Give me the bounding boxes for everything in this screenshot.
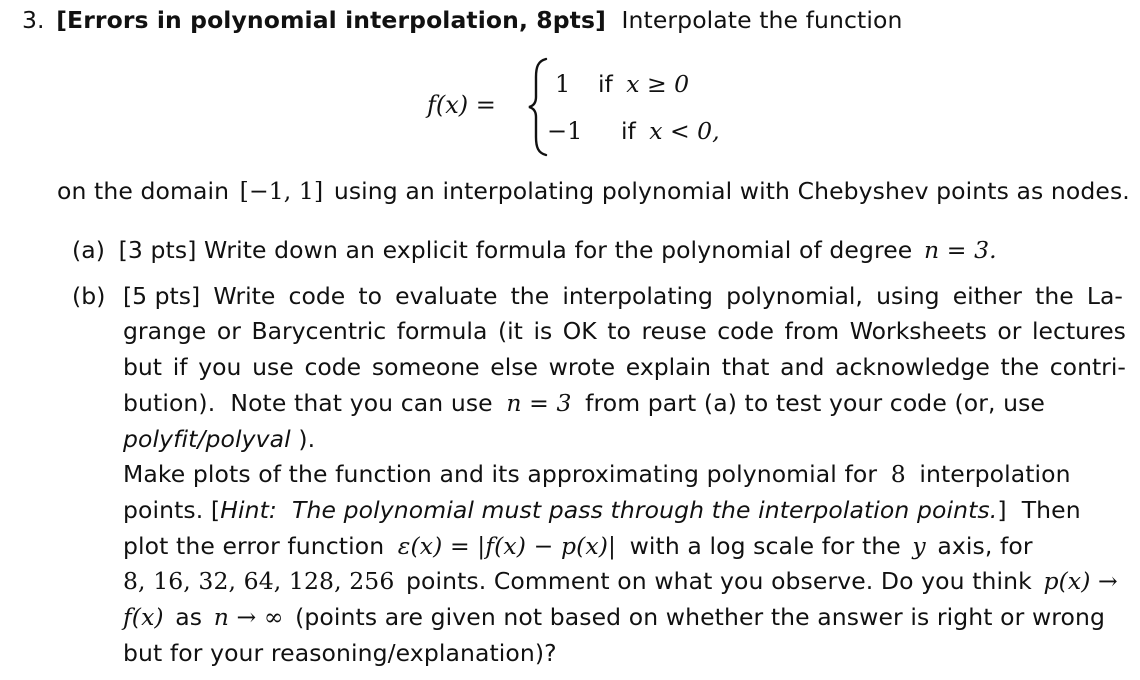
word: Write bbox=[213, 282, 276, 310]
line7-hint: Hint: The polynomial must pass through the interpolation points. bbox=[220, 496, 998, 524]
case2-cond-math: x < 0, bbox=[649, 117, 720, 145]
word: evaluate bbox=[395, 282, 498, 310]
word: from bbox=[784, 317, 840, 345]
word: formula bbox=[396, 317, 488, 345]
word: (it bbox=[497, 317, 523, 345]
part-b-line-9 bbox=[123, 566, 1118, 596]
line10-math: f(x) bbox=[123, 603, 164, 631]
word: else bbox=[490, 353, 538, 381]
case2-if: if bbox=[621, 117, 636, 145]
part-b-line-2 bbox=[123, 316, 1126, 346]
line4-post: from part (a) to test your code (or, use bbox=[585, 389, 1045, 417]
line10-post: (points are given not based on whether the answer is right or wrong bbox=[295, 603, 1106, 631]
word: the bbox=[1035, 282, 1074, 310]
part-b-label: (b) bbox=[72, 282, 106, 310]
part-a-points: [3 pts] bbox=[118, 236, 197, 264]
problem-intro: Interpolate the function bbox=[621, 6, 903, 34]
part-b-line-3 bbox=[123, 352, 1126, 382]
part-b-line-10 bbox=[123, 602, 1105, 632]
part-a-label: (a) bbox=[72, 236, 106, 264]
word: if bbox=[172, 353, 188, 381]
word: to bbox=[358, 282, 382, 310]
domain-pre: on the domain bbox=[57, 177, 230, 205]
word: interpolating bbox=[562, 282, 713, 310]
word: grange bbox=[123, 317, 207, 345]
part-a bbox=[72, 235, 997, 265]
domain-interval: [−1, 1] bbox=[239, 177, 324, 205]
part-b-line-4 bbox=[123, 388, 1045, 418]
word: OK bbox=[562, 317, 597, 345]
case2-condition bbox=[621, 117, 720, 145]
word: that bbox=[721, 353, 770, 381]
word: code bbox=[304, 353, 362, 381]
line8-mid: with a log scale for the bbox=[629, 532, 901, 560]
line8-pre: plot the error function bbox=[123, 532, 385, 560]
domain-post: using an interpolating polynomial with Chebyshev points as nodes. bbox=[333, 177, 1130, 205]
line7-pre: points. [ bbox=[123, 496, 221, 524]
word: Barycentric bbox=[251, 317, 387, 345]
line7-post: ] Then bbox=[997, 496, 1081, 524]
word: acknowledge bbox=[835, 353, 990, 381]
word: the bbox=[510, 282, 550, 310]
problem-number: 3. bbox=[22, 6, 45, 34]
line9-math2: p(x) → bbox=[1043, 567, 1118, 595]
part-b-line-1 bbox=[123, 281, 1123, 311]
line8-math: ε(x) = |f(x) − p(x)| bbox=[397, 532, 616, 560]
part-b-line-11: but for your reasoning/explanation)? bbox=[123, 639, 557, 667]
line4-math: n = 3 bbox=[506, 389, 572, 417]
word: La- bbox=[1086, 282, 1123, 310]
word: someone bbox=[371, 353, 480, 381]
case1-if: if bbox=[598, 70, 613, 98]
line6-math: 8 bbox=[890, 460, 906, 488]
word: Worksheets bbox=[849, 317, 987, 345]
word: contri- bbox=[1049, 353, 1126, 381]
word: [5 pts] bbox=[123, 282, 201, 310]
word: polynomial, bbox=[726, 282, 863, 310]
word: use bbox=[252, 353, 294, 381]
word: code bbox=[288, 282, 346, 310]
part-b-line-5 bbox=[123, 424, 315, 454]
line4-pre: bution). Note that you can use bbox=[123, 389, 493, 417]
case1-value: 1 bbox=[555, 70, 571, 98]
word: but bbox=[123, 353, 163, 381]
case2-value: −1 bbox=[547, 117, 583, 145]
word: and bbox=[780, 353, 825, 381]
line6-pre: Make plots of the function and its approximating polynomial for bbox=[123, 460, 878, 488]
domain-line bbox=[57, 176, 1130, 206]
part-b-line-8 bbox=[123, 531, 1033, 561]
line6-post: interpolation bbox=[919, 460, 1071, 488]
case1-condition bbox=[598, 70, 689, 98]
word: reuse bbox=[641, 317, 707, 345]
line5-post: ). bbox=[298, 425, 316, 453]
word: to bbox=[607, 317, 631, 345]
equation-lhs-f: f bbox=[427, 91, 436, 119]
case1-cond-math: x ≥ 0 bbox=[626, 70, 690, 98]
word: explain bbox=[625, 353, 712, 381]
equation-lhs-arg: (x) = bbox=[435, 91, 496, 119]
line8-y: y bbox=[912, 532, 926, 560]
line10-math2: n → ∞ bbox=[213, 603, 284, 631]
word: the bbox=[1000, 353, 1040, 381]
word: wrote bbox=[548, 353, 616, 381]
line5-italic: polyfit/polyval bbox=[123, 425, 291, 453]
word: or bbox=[216, 317, 241, 345]
word: you bbox=[198, 353, 242, 381]
word: is bbox=[533, 317, 553, 345]
line10-as: as bbox=[175, 603, 203, 631]
problem-header bbox=[22, 5, 902, 35]
word: either bbox=[952, 282, 1022, 310]
word: or bbox=[997, 317, 1022, 345]
problem-title: [Errors in polynomial interpolation, 8pts] bbox=[56, 6, 606, 34]
line9-math: 8, 16, 32, 64, 128, 256 bbox=[123, 567, 395, 595]
line8-post: axis, for bbox=[937, 532, 1033, 560]
part-a-math: n = 3. bbox=[923, 236, 997, 264]
part-b-line-7 bbox=[123, 495, 1081, 525]
part-b-line-6 bbox=[123, 459, 1071, 489]
line9-mid: points. Comment on what you observe. Do you think bbox=[405, 567, 1032, 595]
part-a-text: Write down an explicit formula for the polynomial of degree bbox=[204, 236, 913, 264]
equation-lhs bbox=[427, 91, 496, 119]
word: using bbox=[876, 282, 940, 310]
word: lectures bbox=[1032, 317, 1126, 345]
word: code bbox=[717, 317, 774, 345]
